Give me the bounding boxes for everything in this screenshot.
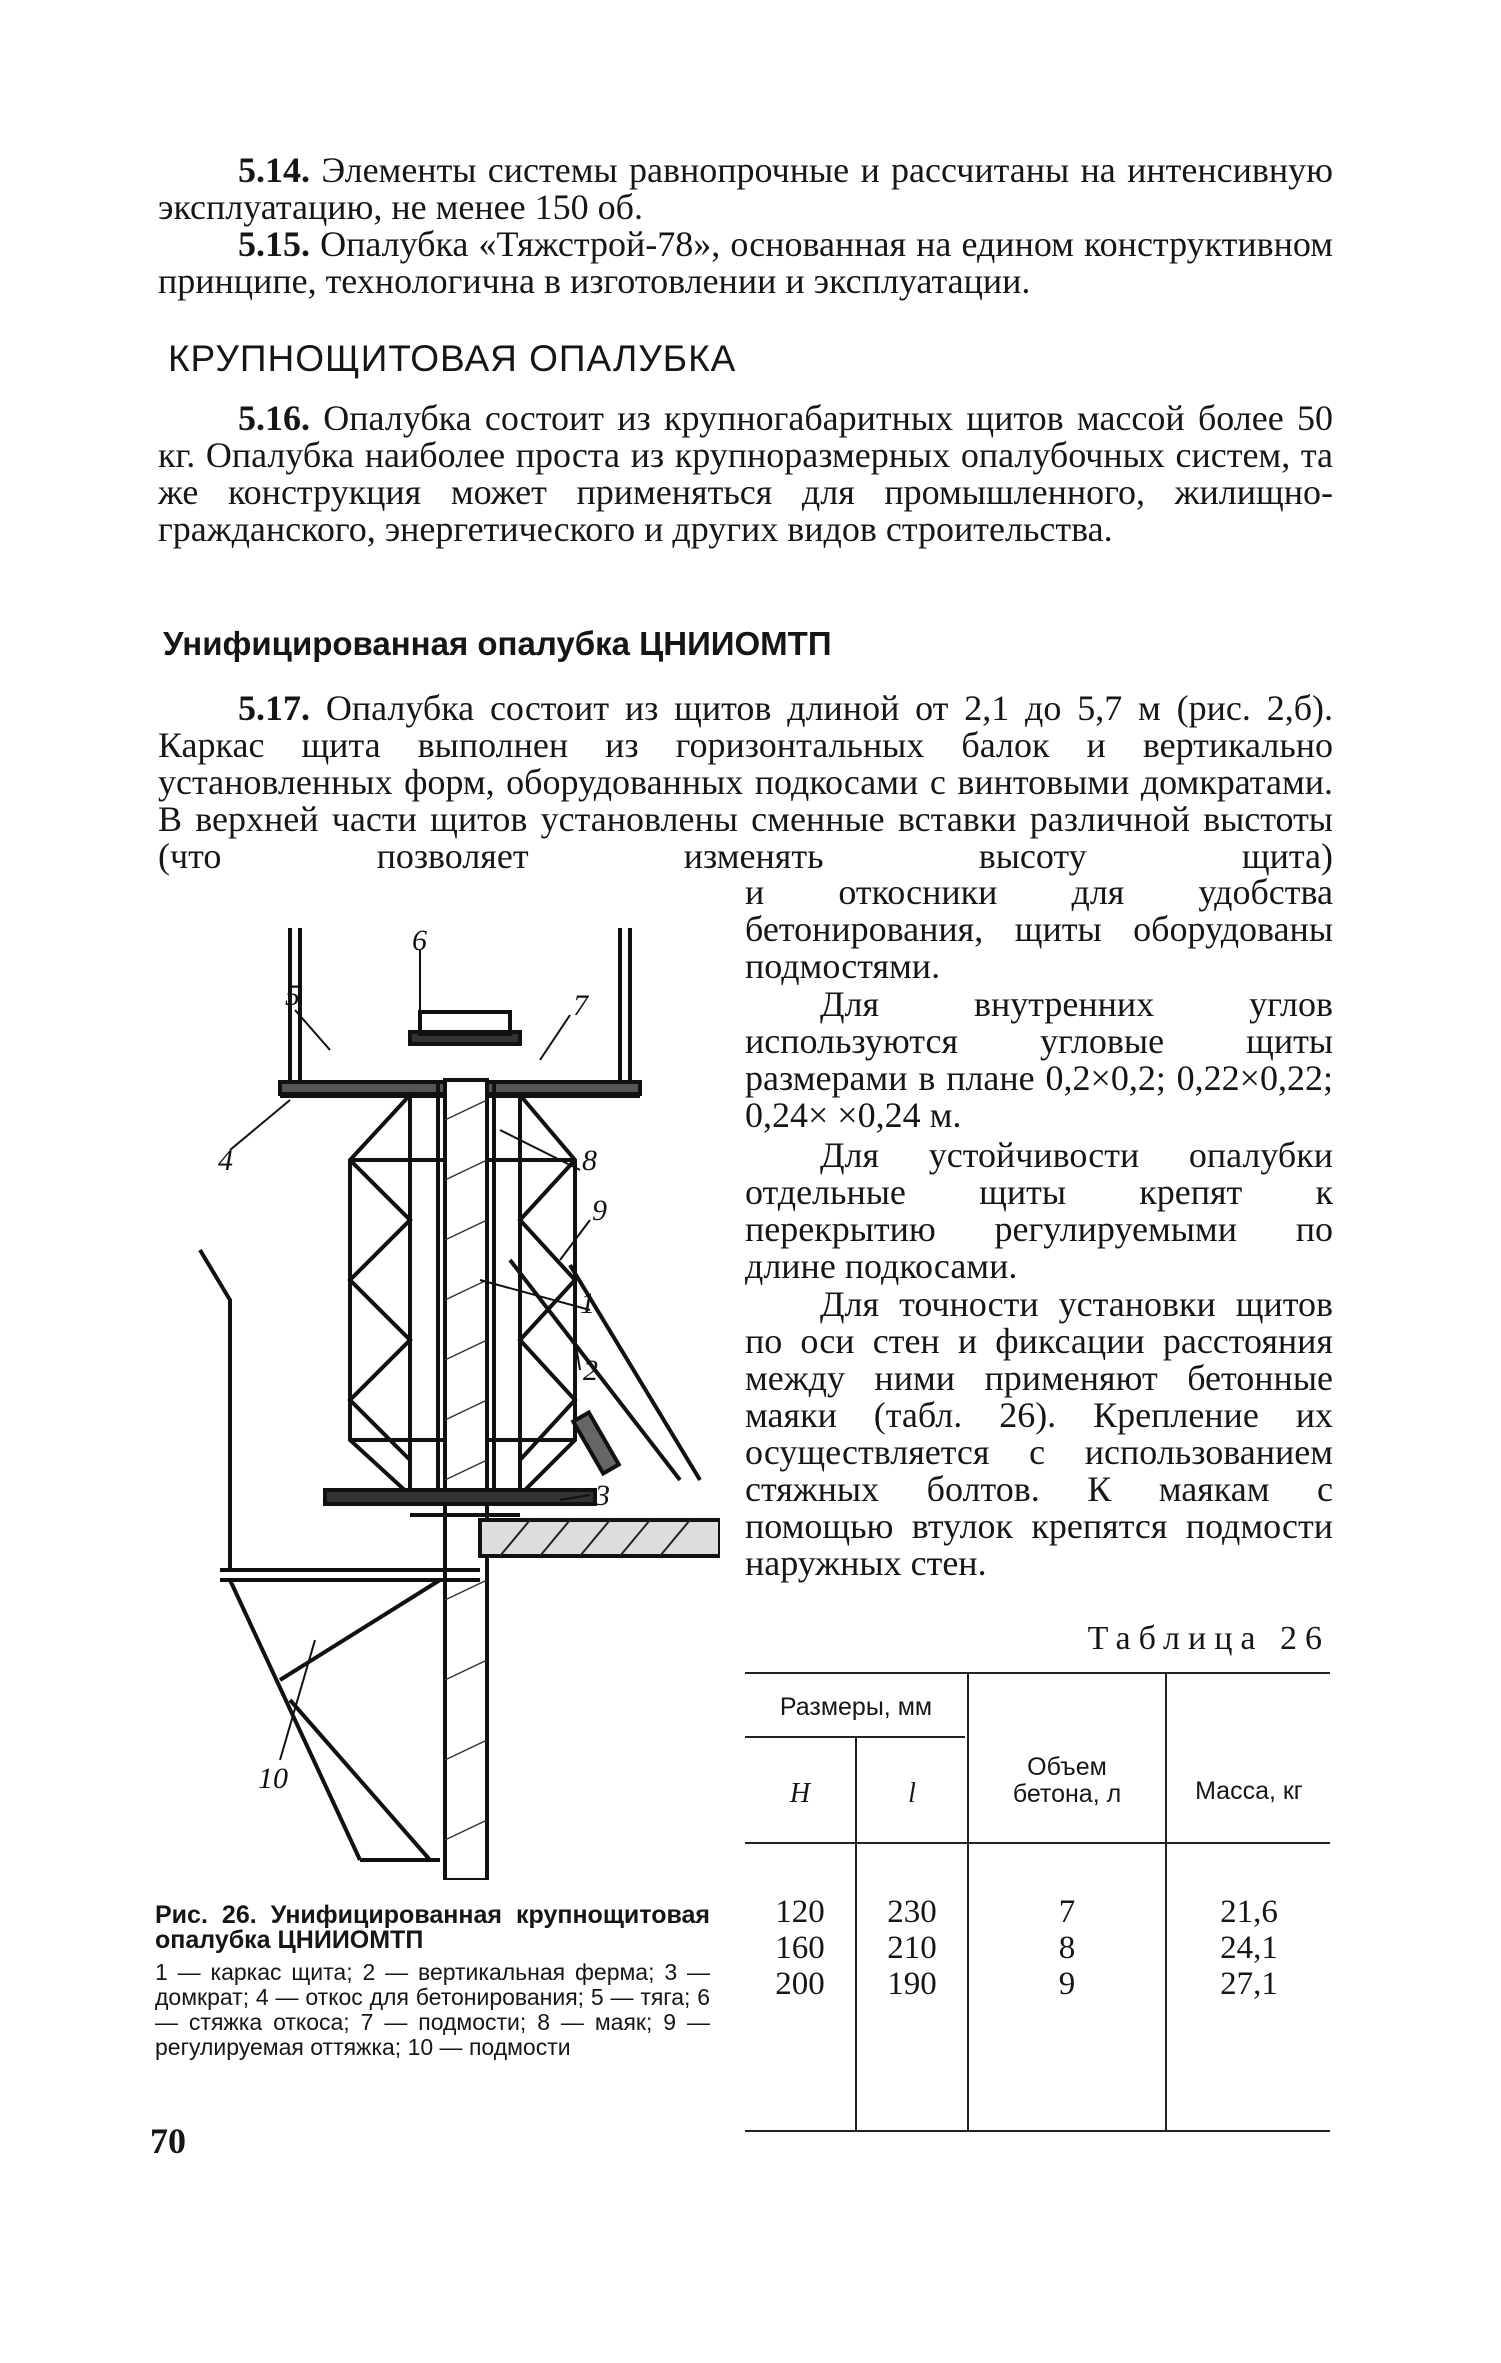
cell-h: 200 [775,1966,825,2002]
paragraph-stability: Для устойчивости опалубки отдельные щиты крепят к перекрытию регулируемыми по длине подкосами. [745,1135,1333,1286]
table-header-bottom-rule [745,1842,1330,1844]
label-10: 10 [258,1762,288,1795]
subheading: Унифицированная опалубка ЦНИИОМТП [163,625,832,662]
label-7: 7 [573,989,588,1022]
cell-mass: 21,6 [1220,1894,1278,1930]
cell-l: 230 [887,1894,937,1930]
paragraph-number: 5.14. [238,150,310,190]
paragraph-text: Опалубка «Тяжстрой-78», основанная на едином конструктивном принципе, технологична в изготовлении и эксплуатации. [158,224,1333,301]
header-h: H [789,1778,811,1809]
paragraph-text: Элементы системы равнопрочные и рассчитаны на интенсивную эксплуатацию, не менее 150 об. [158,150,1333,227]
header-mass: Масса, кг [1195,1777,1303,1805]
label-1: 1 [580,1287,595,1320]
diagram-structure [200,928,720,1880]
table-top-rule [745,1672,1330,1674]
paragraph-inner-corners: Для внутренних углов используются угловые щиты размерами в плане 0,2×0,2; 0,22×0,22; 0,24× ×0,24 м. [745,984,1333,1135]
cell-h: 120 [775,1894,825,1930]
formwork-diagram [180,920,720,1880]
header-dimensions: Размеры, мм [779,1693,933,1721]
column-h [745,1894,855,2002]
cell-l: 210 [887,1930,937,1966]
cell-l: 190 [887,1966,937,2002]
cell-volume: 8 [1058,1930,1076,1966]
paragraph-number: 5.15. [238,224,310,264]
page-number: 70 [150,2121,186,2161]
paragraph-number: 5.17. [238,688,310,728]
cell-volume: 7 [1058,1894,1076,1930]
paragraph-text: Опалубка состоит из крупногабаритных щитов массой более 50 кг. Опалубка наиболее проста из крупноразмерных опалубочных систем, та же конструкция может применяться для промышленного, жилищно-гражданского, энергетического и других видов строительства. [158,398,1333,549]
figure-caption-text: 1 — каркас щита; 2 — вертикальная ферма; 3 — домкрат; 4 — откос для бетонирования; 5 — тяга; 6 — стяжка откоса; 7 — подмости; 8 — маяк; 9 — регулируемая оттяжка; 10 — подмости [155,1959,710,2060]
table-vline-3 [1165,1672,1167,2130]
header-l: l [908,1778,916,1809]
label-9: 9 [592,1194,607,1227]
paragraph-number: 5.16. [238,398,310,438]
label-8: 8 [582,1144,597,1177]
cell-mass: 24,1 [1220,1930,1278,1966]
data-table [745,1672,1330,2132]
paragraph-5-17 [158,690,1333,875]
column-volume [969,1894,1165,2002]
paragraph-text: Опалубка состоит из щитов длиной от 2,1 до 5,7 м (рис. 2,б). Каркас щита выполнен из горизонтальных балок и вертикально установленных форм, оборудованных подкосами с винтовыми домкратами. В верхней части щитов установлены сменные вставки различной выстоты (что позволяет изменять высоту щита) [158,688,1333,876]
figure-caption-title: Рис. 26. Унифицированная крупнощитовая опалубка ЦНИИОМТП [155,1901,710,1954]
paragraph-5-16 [158,400,1333,548]
label-5: 5 [285,979,300,1012]
column-l [857,1894,967,2002]
column-mass [1169,1894,1329,2002]
table-title: Таблица 26 [1087,1620,1330,1657]
cell-mass: 27,1 [1220,1966,1278,2002]
paragraph-5-15 [158,226,1333,300]
header-volume: Объем бетона, л [1012,1753,1122,1808]
cell-volume: 9 [1058,1966,1076,2002]
paragraph-5-17-continued: и откосники для удобства бетонирования, щиты оборудованы подмостями. [745,872,1333,986]
table-bottom-rule [745,2130,1330,2132]
cell-h: 160 [775,1930,825,1966]
label-2: 2 [583,1354,598,1387]
label-4: 4 [218,1144,233,1177]
label-6: 6 [412,924,427,957]
paragraph-5-14 [158,152,1333,226]
section-heading: КРУПНОЩИТОВАЯ ОПАЛУБКА [168,338,737,379]
label-3: 3 [595,1479,610,1512]
paragraph-accuracy: Для точности установки щитов по оси стен и фиксации расстояния между ними применяют бетонные маяки (табл. 26). Крепление их осуществляется с использованием стяжных болтов. К маякам с помощью втулок крепятся подмости наружных стен. [745,1284,1333,1583]
